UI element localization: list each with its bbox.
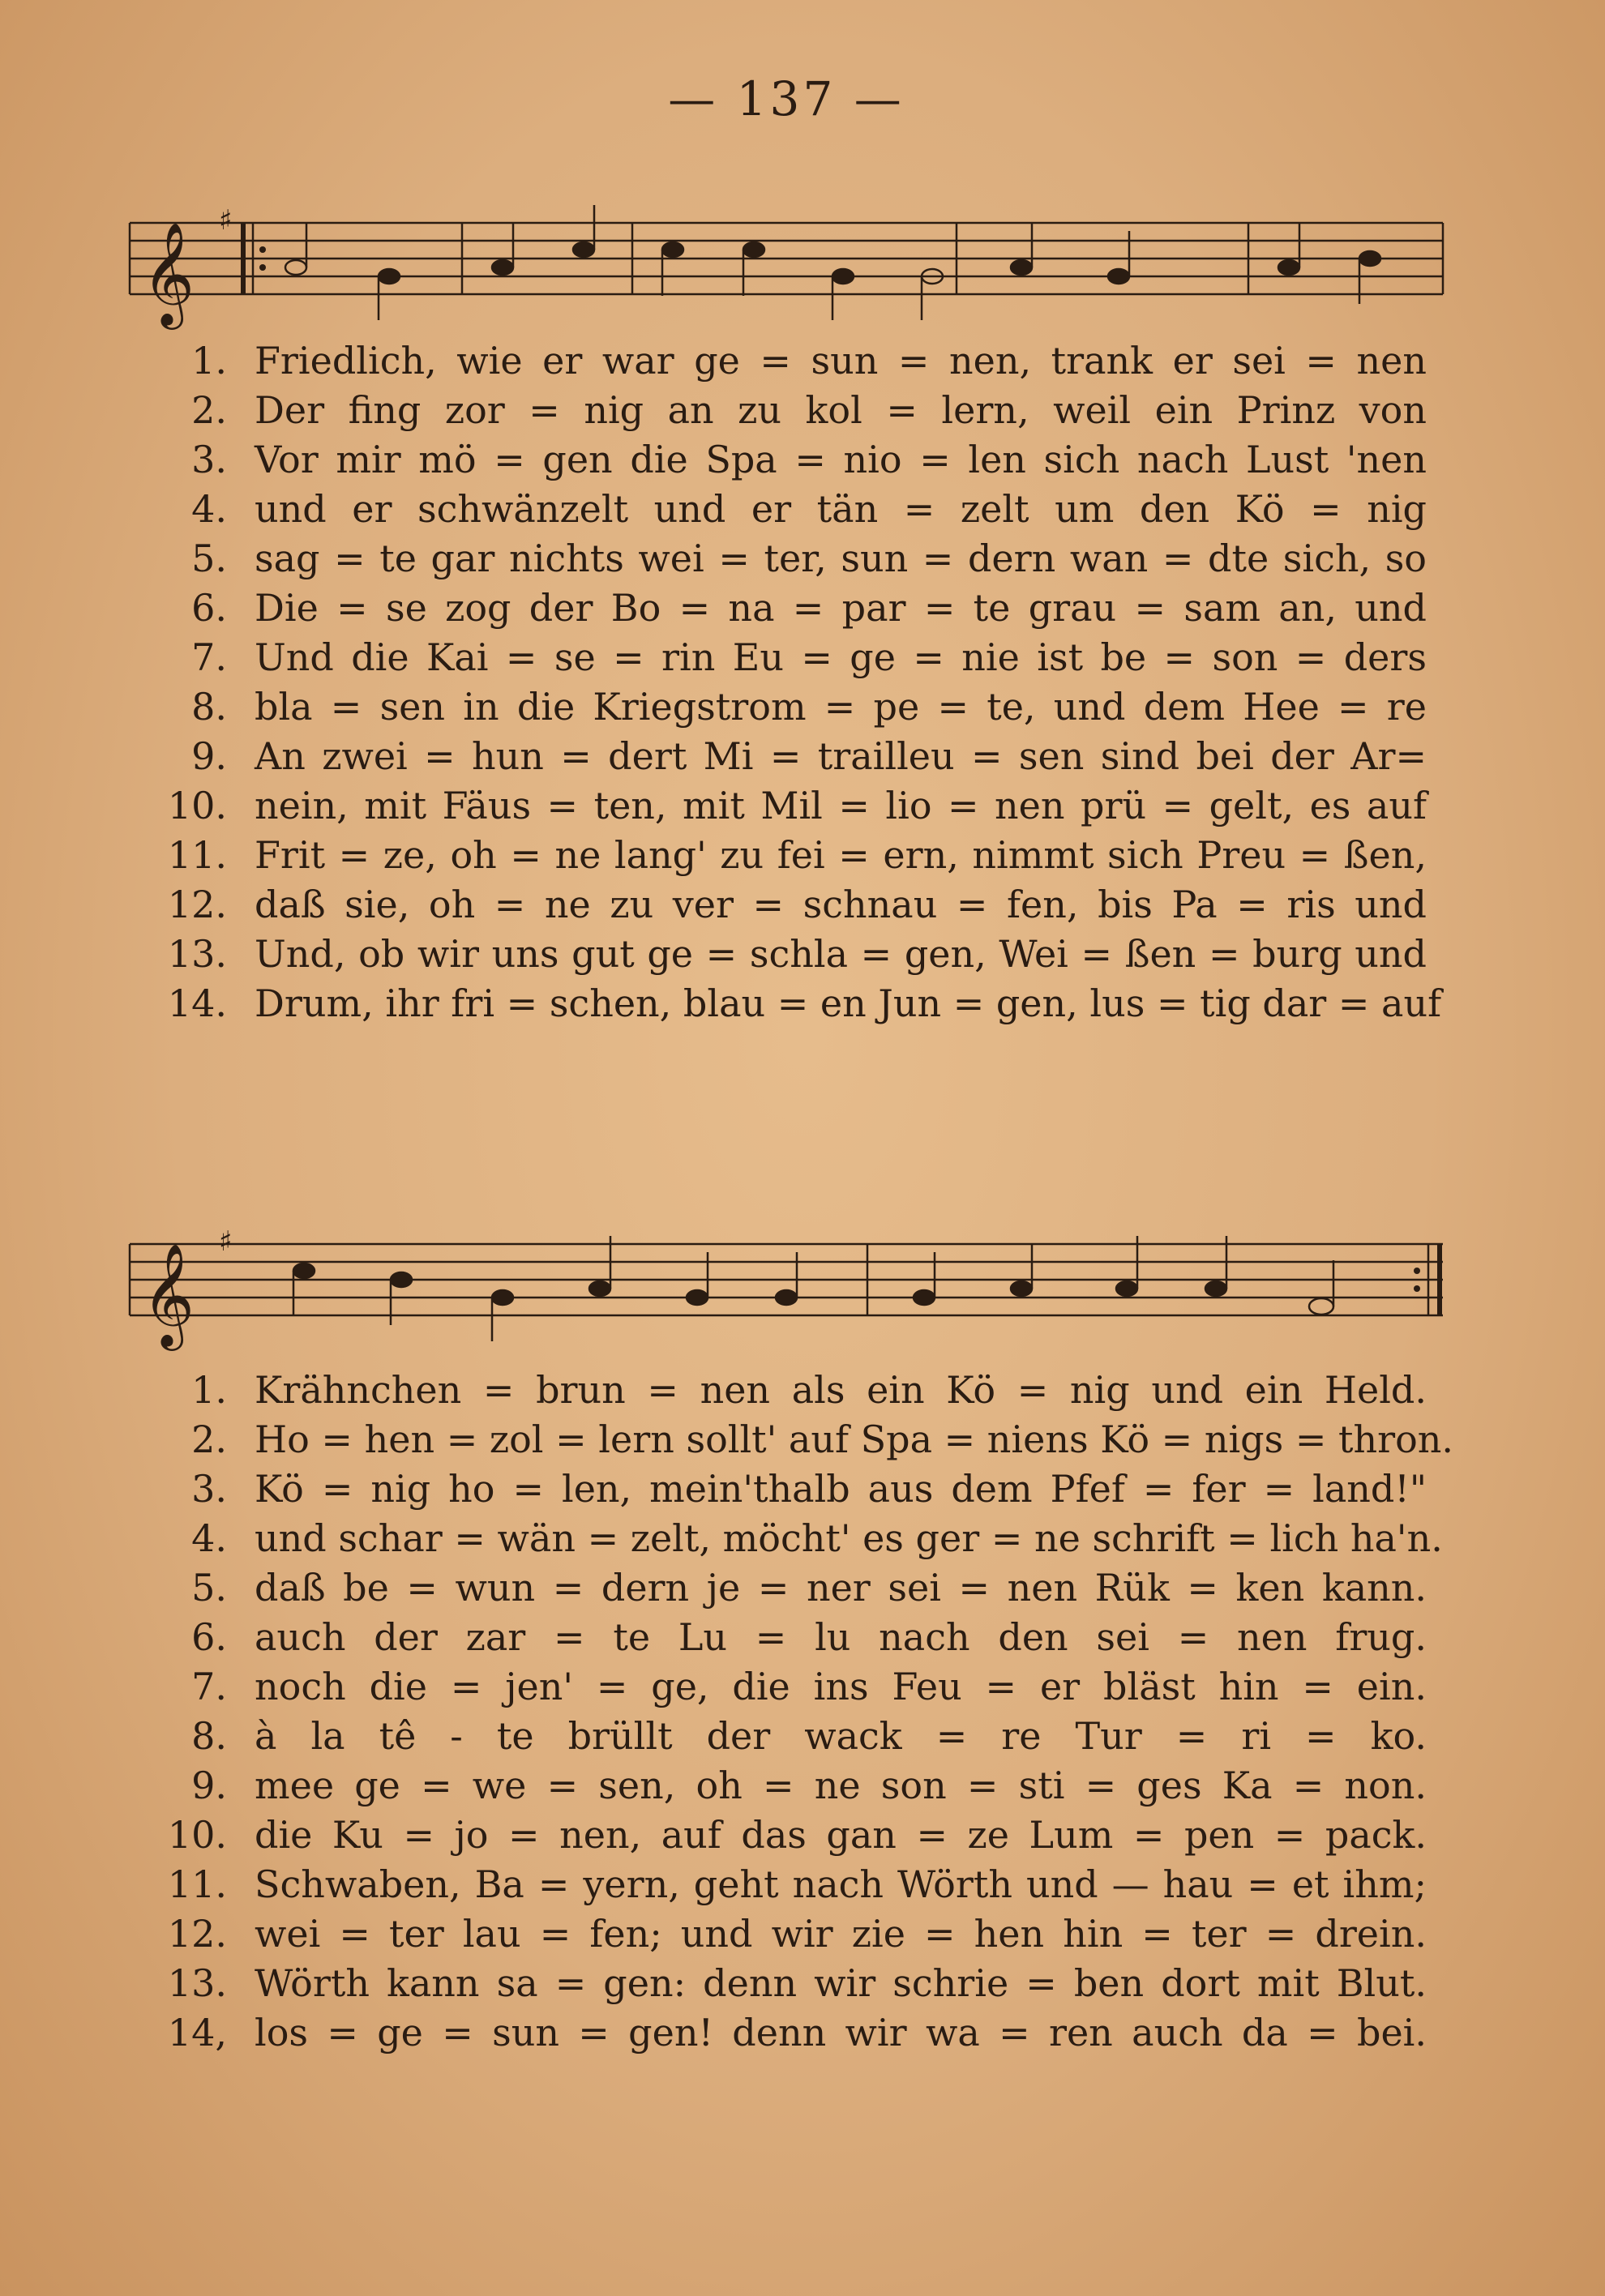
verse-number: 13.	[167, 932, 227, 976]
verse-line	[146, 586, 1427, 635]
sharp-icon: ♯	[219, 1225, 233, 1258]
verse-number: 4.	[191, 1516, 227, 1560]
verse-line	[146, 487, 1427, 537]
verse-text: Friedlich, wie er war ge = sun = nen, trank er sei = nen	[255, 339, 1427, 383]
verse-line	[146, 1417, 1454, 1467]
verse-line	[146, 1961, 1427, 2011]
verse-line	[146, 784, 1427, 833]
verse-line	[146, 388, 1427, 438]
verse-text: Frit = ze, oh = ne lang' zu fei = ern, nimmt sich Preu = ßen,	[255, 833, 1427, 877]
verse-text: Und, ob wir uns gut ge = schla = gen, Wei = ßen = burg und	[255, 932, 1427, 976]
verse-number: 10.	[167, 1813, 227, 1857]
verse-line	[146, 1368, 1427, 1417]
verse-text: An zwei = hun = dert Mi = trailleu = sen sind bei der Ar=	[255, 734, 1427, 778]
verse-number: 2.	[191, 1417, 227, 1461]
verse-number: 14.	[167, 981, 227, 1025]
verse-number: 1.	[191, 339, 227, 383]
verse-number: 6.	[191, 1615, 227, 1659]
verse-text: und schar = wän = zelt, möcht' es ger = ne schrift = lich ha'n.	[255, 1516, 1443, 1560]
verse-text: Krähnchen = brun = nen als ein Kö = nig und ein Held.	[255, 1368, 1427, 1412]
verse-text: Drum, ihr fri = schen, blau = en Jun = gen, lus = tig dar = auf	[255, 981, 1442, 1025]
verse-number: 7.	[191, 1665, 227, 1708]
verse-text: Wörth kann sa = gen: denn wir schrie = ben dort mit Blut.	[255, 1961, 1427, 2005]
verse-number: 8.	[191, 685, 227, 729]
verse-line	[146, 1615, 1427, 1665]
verse-text: mee ge = we = sen, oh = ne son = sti = ges Ka = non.	[255, 1764, 1427, 1807]
verse-number: 9.	[191, 734, 227, 778]
verse-number: 14,	[167, 2011, 227, 2054]
verse-text: nein, mit Fäus = ten, mit Mil = lio = nen prü = gelt, es auf	[255, 784, 1427, 827]
verse-text: Ho = hen = zol = lern sollt' auf Spa = niens Kö = nigs = thron.	[255, 1417, 1454, 1461]
notes-2	[293, 1236, 1333, 1341]
verse-text: wei = ter lau = fen; und wir zie = hen hin = ter = drein.	[255, 1912, 1427, 1956]
verse-line	[146, 438, 1427, 487]
verse-text: bla = sen in die Kriegstrom = pe = te, und dem Hee = re	[255, 685, 1427, 729]
verse-line	[146, 339, 1427, 388]
verse-line	[146, 1714, 1427, 1764]
verse-line	[146, 1862, 1427, 1912]
verse-text: sag = te gar nichts wei = ter, sun = dern wan = dte sich, so	[255, 537, 1427, 580]
verse-text: Und die Kai = se = rin Eu = ge = nie ist be = son = ders	[255, 635, 1427, 679]
music-staff-2	[122, 1212, 1451, 1358]
verse-line	[146, 734, 1427, 784]
verse-number: 5.	[191, 537, 227, 580]
verse-line	[146, 1912, 1427, 1961]
verse-number: 6.	[191, 586, 227, 630]
verse-line	[146, 883, 1427, 932]
verse-text: auch der zar = te Lu = lu nach den sei = nen frug.	[255, 1615, 1427, 1659]
verse-block-2	[146, 1368, 1454, 2060]
verse-number: 11.	[167, 1862, 227, 1906]
sharp-icon: ♯	[219, 204, 233, 237]
verse-number: 3.	[191, 438, 227, 481]
verse-line	[146, 1516, 1443, 1566]
verse-text: die Ku = jo = nen, auf das gan = ze Lum = pen = pack.	[255, 1813, 1427, 1857]
verse-text: Die = se zog der Bo = na = par = te grau = sam an, und	[255, 586, 1427, 630]
verse-line	[146, 1813, 1427, 1862]
verse-text: Kö = nig ho = len, mein'thalb aus dem Pfef = fer = land!"	[255, 1467, 1427, 1511]
verse-text: los = ge = sun = gen! denn wir wa = ren auch da = bei.	[255, 2011, 1427, 2054]
verse-number: 9.	[191, 1764, 227, 1807]
verse-text: Schwaben, Ba = yern, geht nach Wörth und — hau = et ihm;	[255, 1862, 1427, 1906]
verse-line	[146, 981, 1442, 1031]
verse-number: 2.	[191, 388, 227, 432]
verse-line	[146, 635, 1427, 685]
verse-line	[146, 932, 1427, 981]
verse-line	[146, 1566, 1427, 1615]
treble-clef-icon: 𝄞	[142, 221, 195, 325]
music-staff-1	[122, 190, 1451, 336]
verse-text: Der fing zor = nig an zu kol = lern, weil ein Prinz von	[255, 388, 1427, 432]
verse-text: und er schwänzelt und er tän = zelt um den Kö = nig	[255, 487, 1427, 531]
verse-text: noch die = jen' = ge, die ins Feu = er bläst hin = ein.	[255, 1665, 1427, 1708]
verse-text: Vor mir mö = gen die Spa = nio = len sich nach Lust 'nen	[255, 438, 1427, 481]
verse-number: 3.	[191, 1467, 227, 1511]
verse-number: 13.	[167, 1961, 227, 2005]
verse-text: à la tê - te brüllt der wack = re Tur = ri = ko.	[255, 1714, 1427, 1758]
verse-number: 7.	[191, 635, 227, 679]
verse-text: daß sie, oh = ne zu ver = schnau = fen, bis Pa = ris und	[255, 883, 1427, 926]
verse-number: 10.	[167, 784, 227, 827]
verse-number: 12.	[167, 883, 227, 926]
verse-block-1	[146, 339, 1442, 1031]
verse-line	[146, 1467, 1427, 1516]
verse-number: 11.	[167, 833, 227, 877]
verse-number: 12.	[167, 1912, 227, 1956]
verse-number: 8.	[191, 1714, 227, 1758]
verse-text: daß be = wun = dern je = ner sei = nen Rük = ken kann.	[255, 1566, 1427, 1610]
verse-line	[146, 2011, 1427, 2060]
verse-number: 5.	[191, 1566, 227, 1610]
verse-number: 1.	[191, 1368, 227, 1412]
page-number: — 137 —	[668, 71, 905, 126]
treble-clef-icon: 𝄞	[142, 1242, 195, 1346]
verse-line	[146, 537, 1427, 586]
verse-line	[146, 685, 1427, 734]
verse-line	[146, 1764, 1427, 1813]
verse-line	[146, 1665, 1427, 1714]
verse-line	[146, 833, 1427, 883]
verse-number: 4.	[191, 487, 227, 531]
